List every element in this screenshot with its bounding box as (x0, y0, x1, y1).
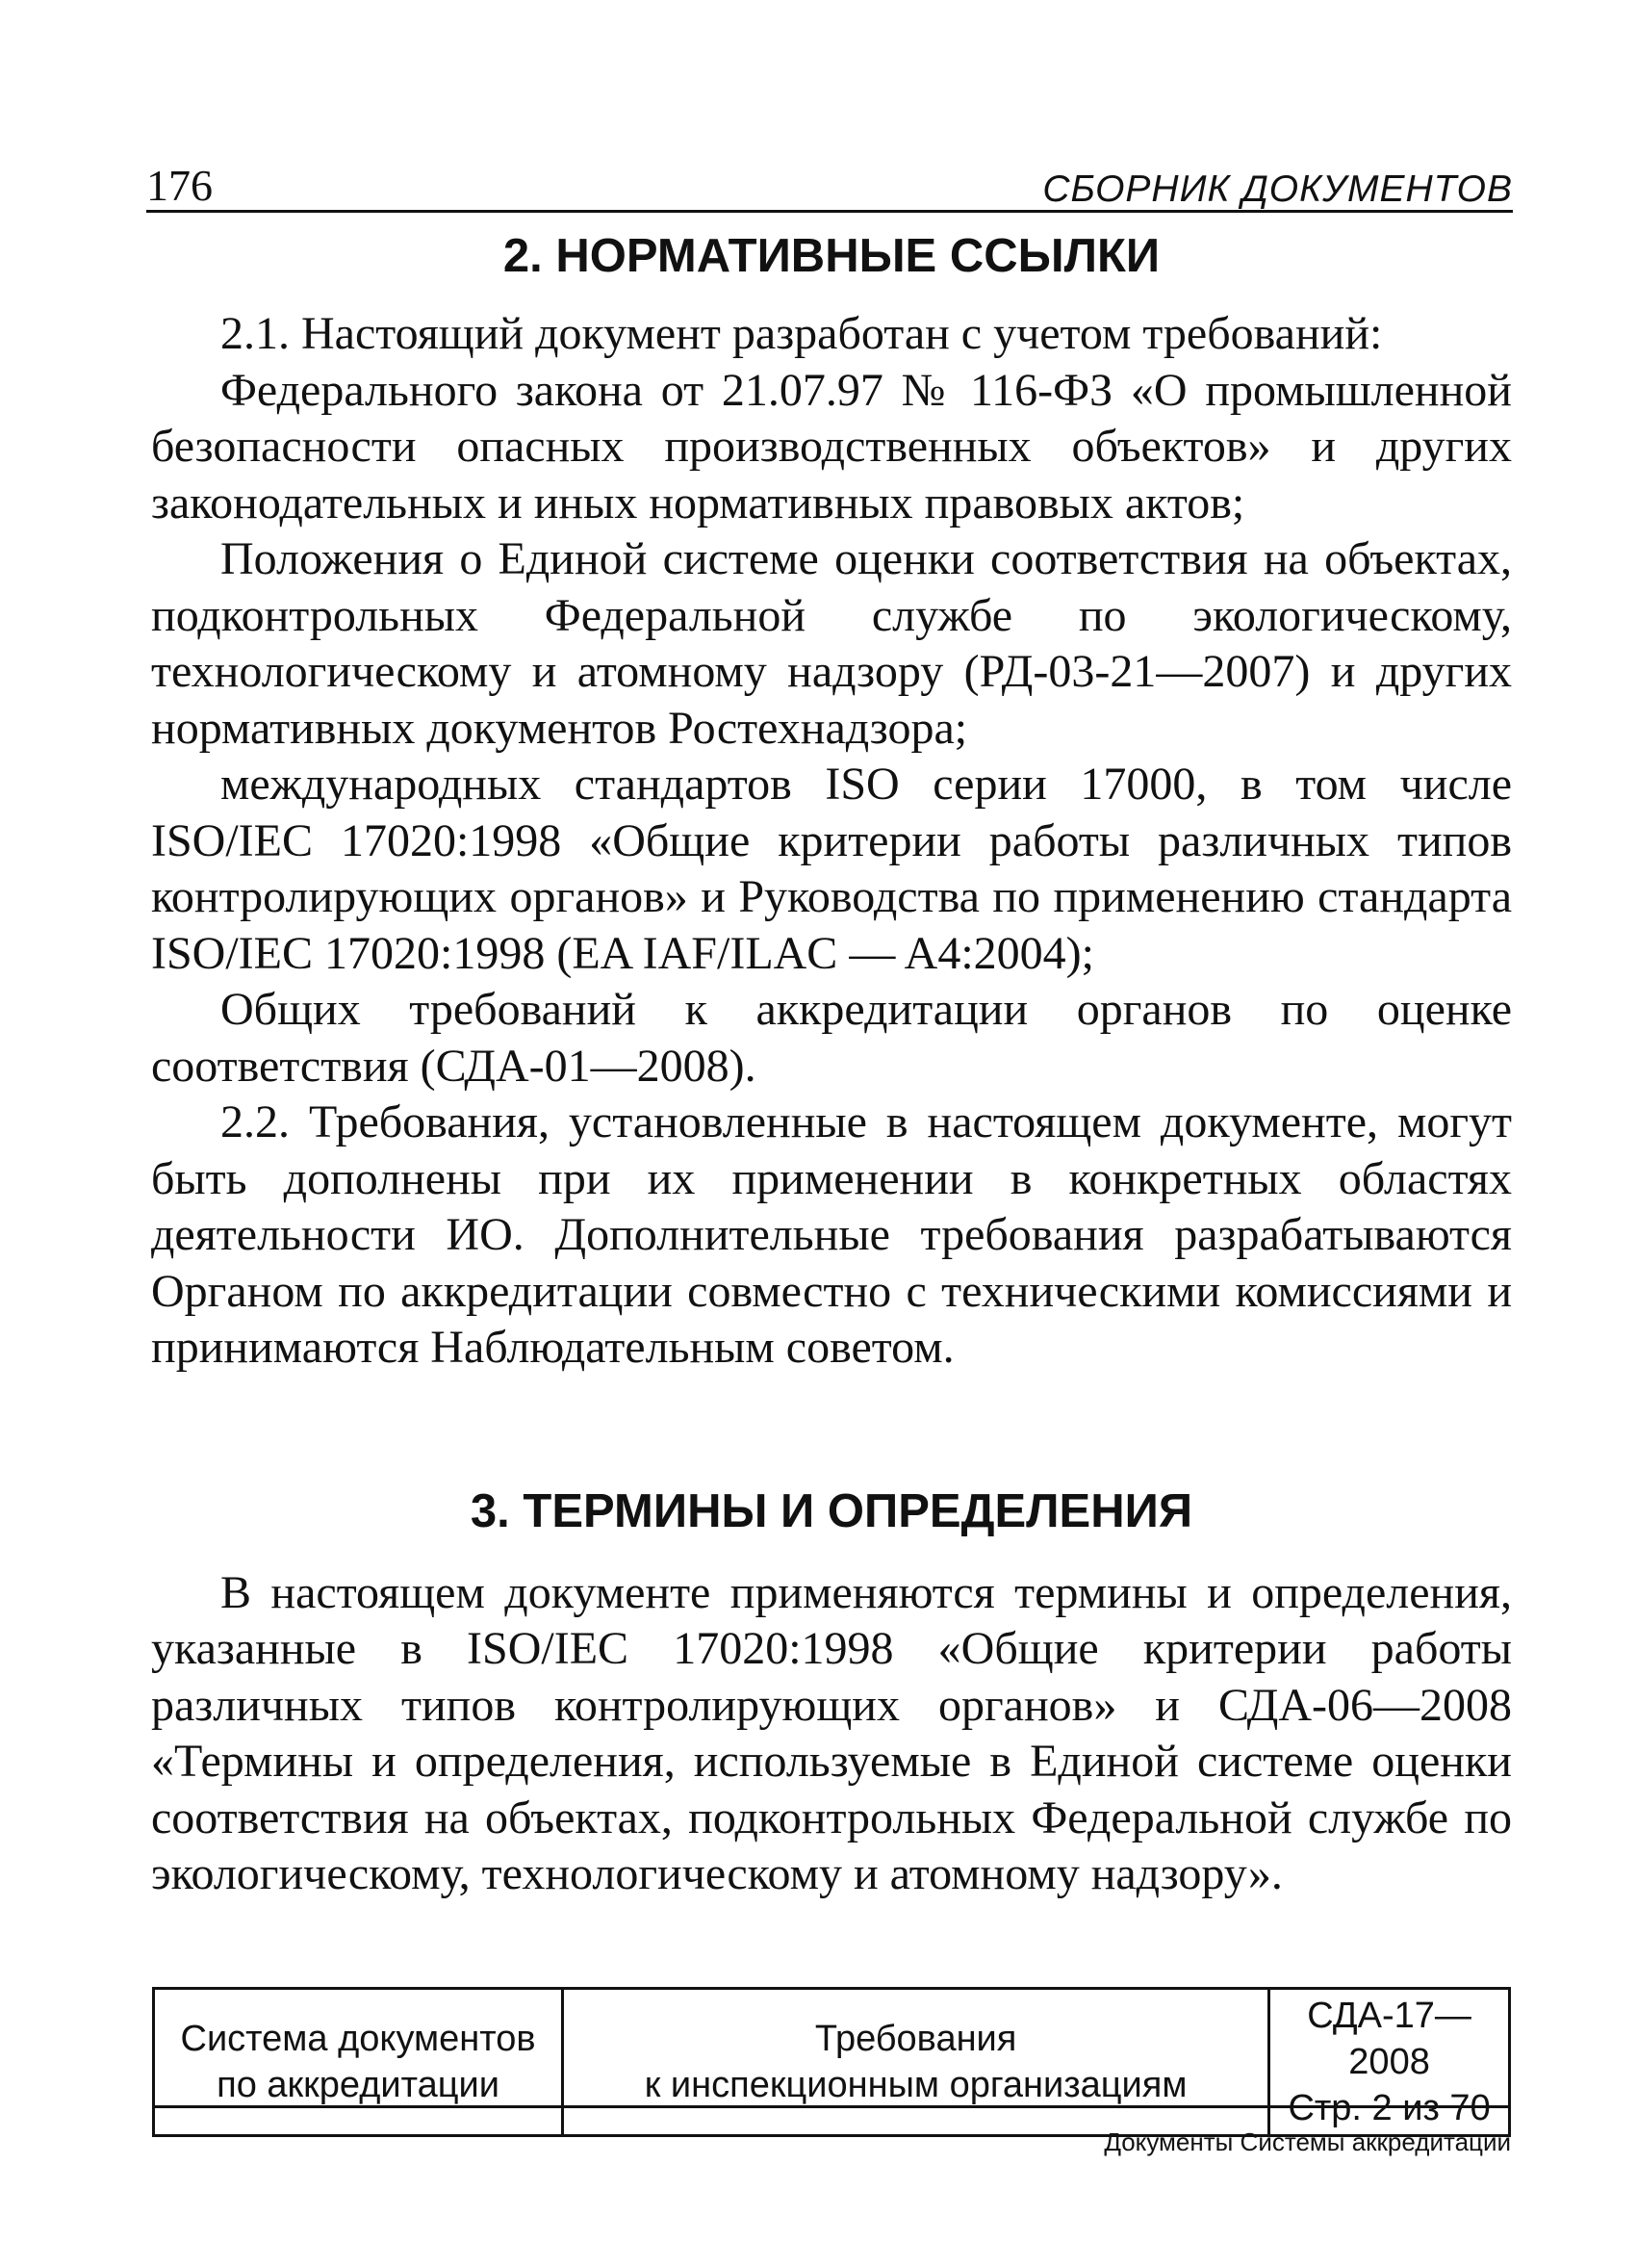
stamp-title-line: к инспекционным организациям (644, 2065, 1188, 2105)
document-stamp-table (152, 1987, 1511, 2137)
paragraph: В настоящем документе применяются термины и определения, указанные в ISO/IEC 17020:1998 «Общие критерии работы различных типов контролирующих органов» и СДА-06—2008 «Термины и определения, используемые в Единой системе оценки соответствия на объектах, подконтрольных Федеральной службе по экологическому, технологическому и атомному надзору». (151, 1566, 1512, 1899)
page-content (151, 225, 1512, 1903)
running-title: СБОРНИК ДОКУМЕНТОВ (1042, 168, 1513, 210)
stamp-title-cell (563, 1989, 1269, 2136)
section-heading-normative-references: 2. НОРМАТИВНЫЕ ССЫЛКИ (502, 230, 1161, 282)
stamp-row (154, 1989, 1510, 2136)
stamp-system-line: по аккредитации (217, 2065, 499, 2105)
stamp-system-line: Система документов (180, 2019, 536, 2059)
page-header (146, 154, 1513, 213)
stamp-code-cell (1269, 1989, 1510, 2136)
footer-note: Документы Системы аккредитации (1104, 2127, 1511, 2156)
paragraph: Федерального закона от 21.07.97 № 116-ФЗ «О промышленной безопасности опасных производственных объектов» и других законодательных и иных нормативных правовых актов; (151, 364, 1512, 528)
page-number: 176 (146, 161, 213, 210)
footer-rule (152, 2105, 1511, 2108)
section-heading-terms-and-definitions: 3. ТЕРМИНЫ И ОПРЕДЕЛЕНИЯ (470, 1484, 1193, 1537)
stamp-title-line: Требования (814, 2019, 1017, 2059)
paragraph: 2.1. Настоящий документ разработан с учетом требований: (220, 308, 1383, 359)
stamp-document-code: СДА-17—2008 (1307, 1996, 1471, 2082)
stamp-system-cell (154, 1989, 563, 2136)
paragraph: международных стандартов ISO серии 17000, в том числе ISO/IEC 17020:1998 «Общие критерии работы различных типов контролирующих органов» и Руководства по применению стандарта ISO/IEC 17020:1998 (EA IAF/ILAC — A4:2004); (151, 759, 1512, 979)
paragraph: 2.2. Требования, установленные в настоящем документе, могут быть дополнены при их применении в конкретных областях деятельности ИО. Дополнительные требования разрабатываются Органом по аккредитации совместно с техническими комиссиями и принимаются Наблюдательным советом. (151, 1096, 1512, 1373)
paragraph: Общих требований к аккредитации органов по оценке соответствия (СДА-01—2008). (151, 984, 1512, 1092)
stamp-page-count: Стр. 2 из 70 (1288, 2088, 1491, 2128)
paragraph: Положения о Единой системе оценки соответствия на объектах, подконтрольных Федеральной службе по экологическому, технологическому и атомному надзору (РД-03-21—2007) и других нормативных документов Ростехнадзора; (151, 533, 1512, 754)
